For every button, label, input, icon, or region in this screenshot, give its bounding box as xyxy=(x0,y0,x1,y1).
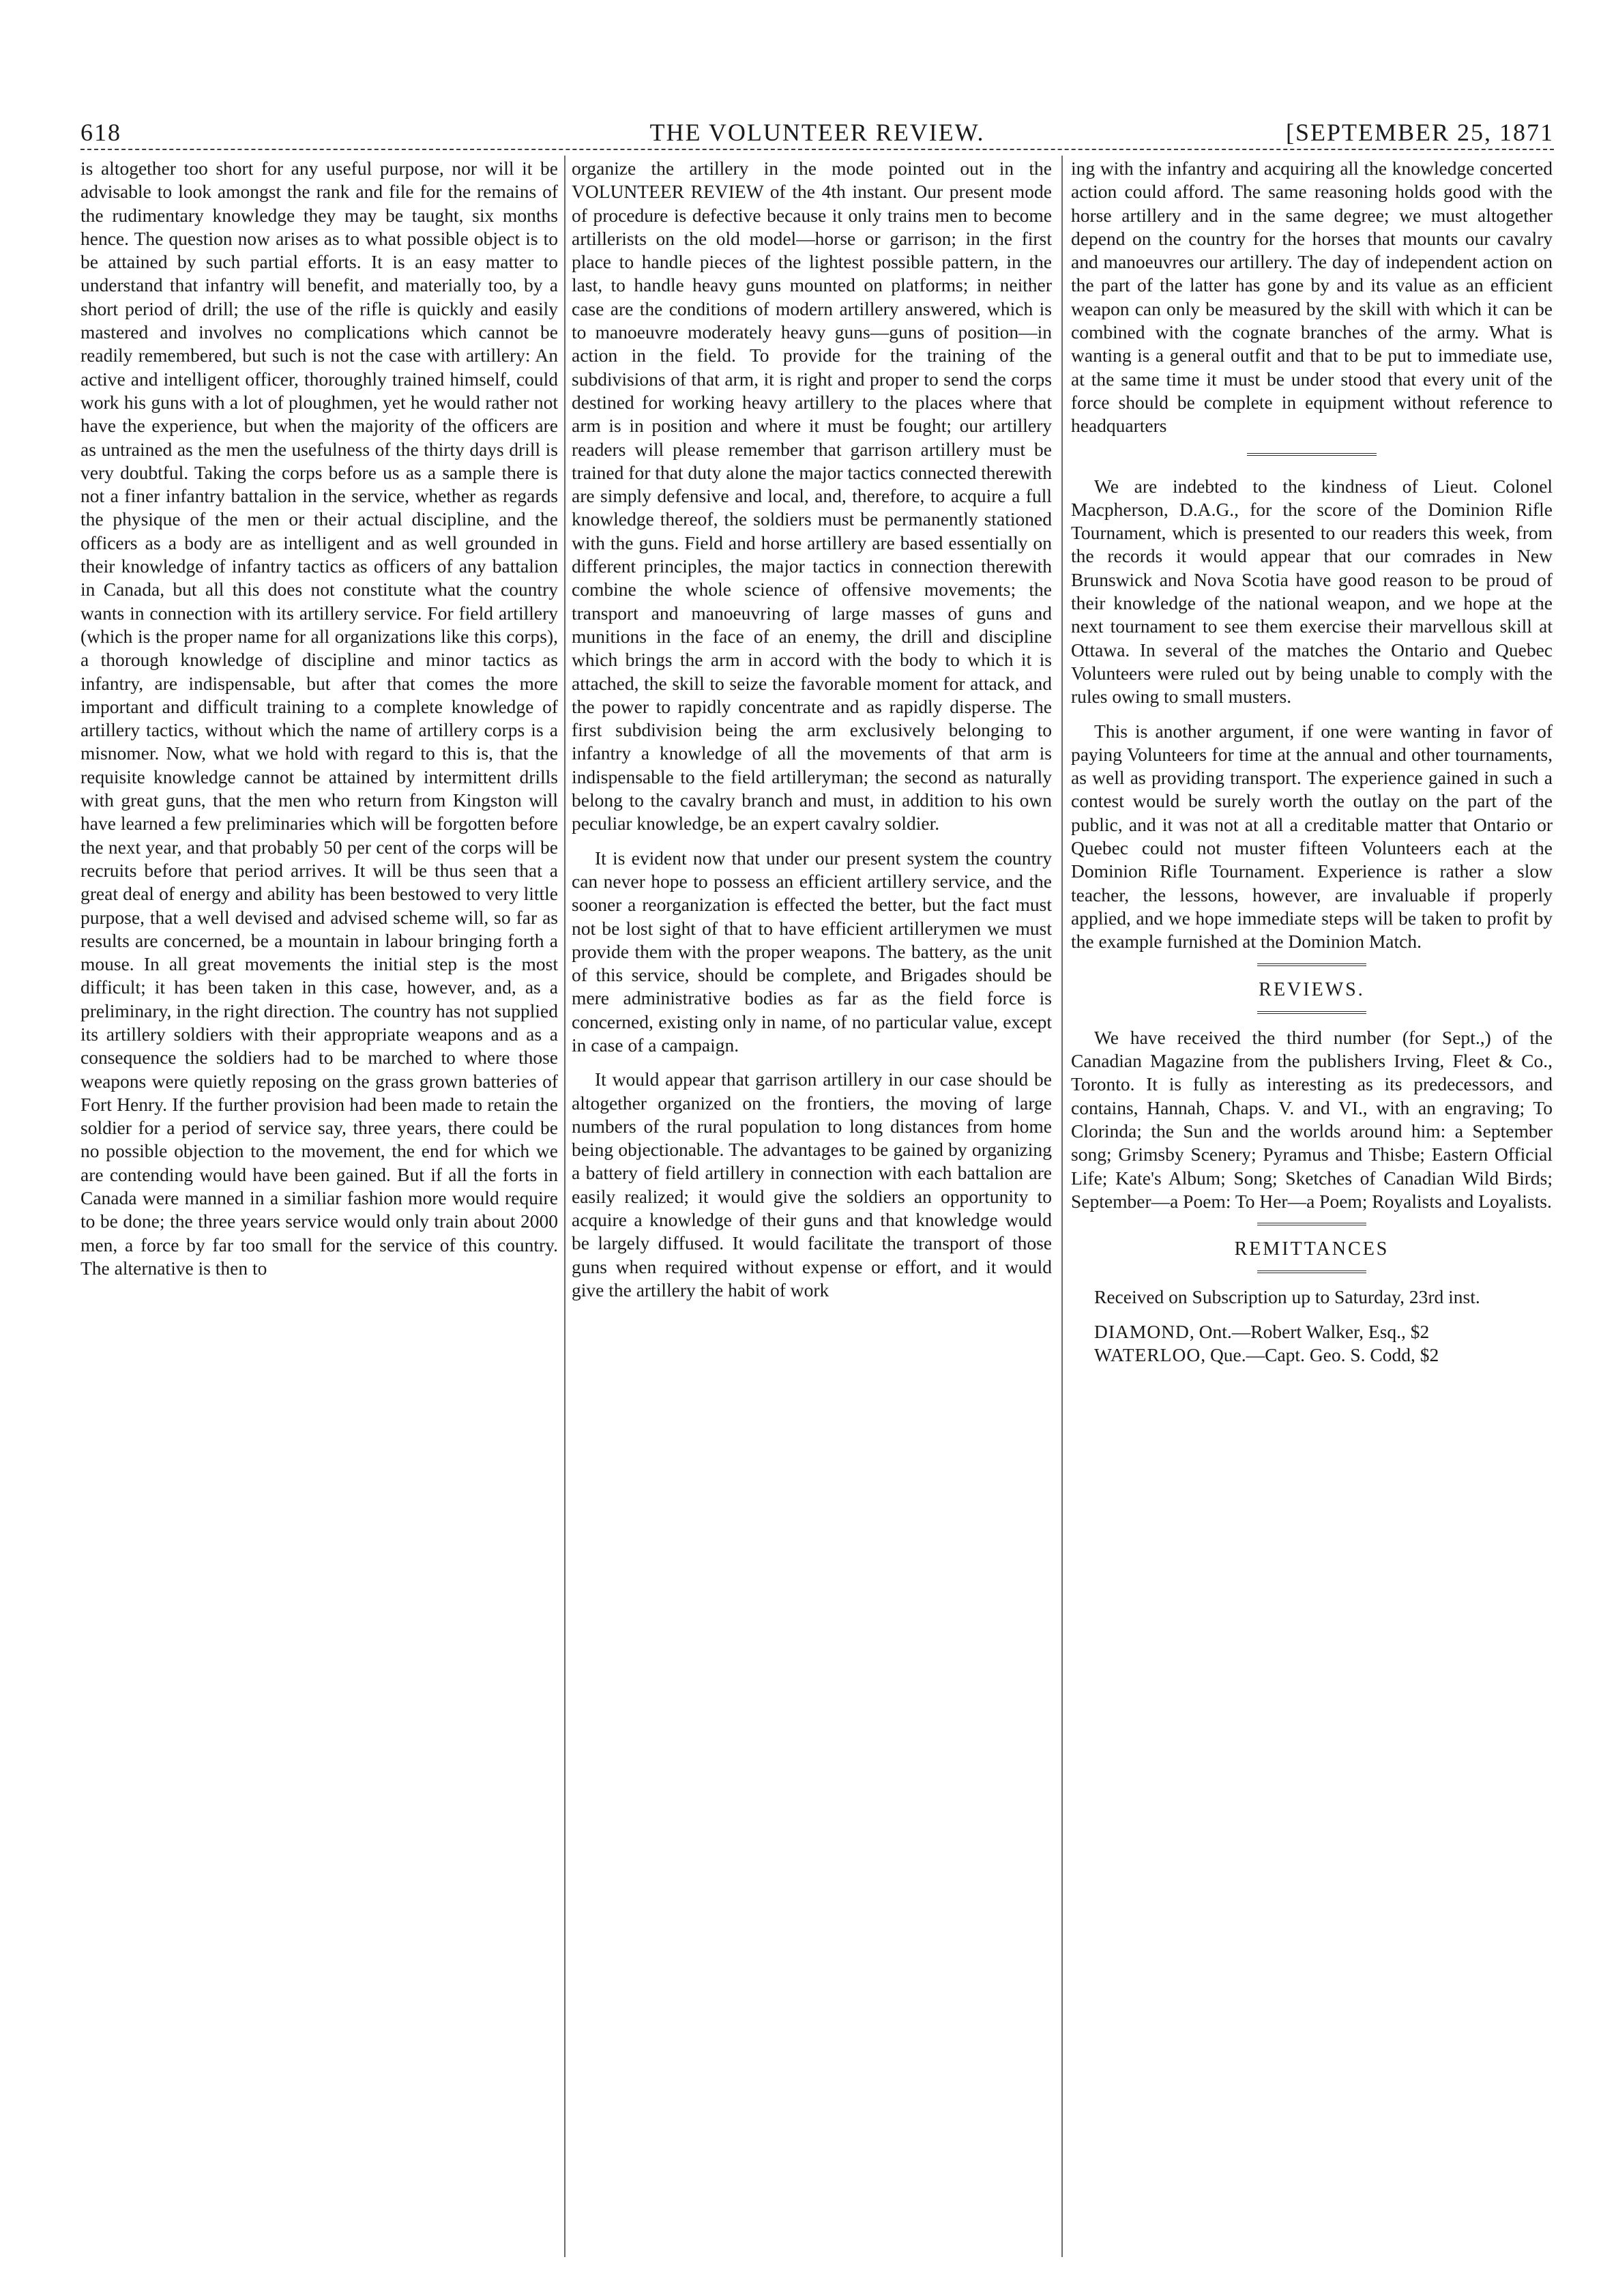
column-3 xyxy=(1071,157,1553,2252)
page-number: 618 xyxy=(80,119,121,146)
section-separator xyxy=(1257,1011,1366,1014)
issue-date: [SEPTEMBER 25, 1871 xyxy=(1285,119,1554,146)
header-rule xyxy=(80,149,1554,150)
section-separator xyxy=(1257,1270,1366,1273)
remittance-place: WATERLOO xyxy=(1094,1344,1201,1366)
reviews-heading: REVIEWS. xyxy=(1259,978,1365,1000)
reviews-paragraph: We have received the third number (for Sept.,) of the Canadian Magazine from the publishers Irving, Fleet & Co., Toronto. It is fully as interesting as its predecessors, and contains, Hannah, Chaps. V. and VI., with an engraving; To Clorinda; the Sun and the worlds around him: a September song; Grimsby Scenery; Pyramus and Thisbe; Eastern Official Life; Kate's Album; Song; Sketches of Canadian Wild Birds; September—a Poem: To Her—a Poem; Royalists and Loyalists. xyxy=(1071,1026,1553,1212)
article-paragraph: ing with the infantry and acquiring all the knowledge concerted action could afford. The same reasoning holds good with the horse artillery and in the same degree; we must altogether depend on the country for the horses that mounts our cavalry and manoeuvres our artillery. The day of independent action on the part of the latter has gone by and its value as an efficient weapon can only be measured by the skill with which it can be combined with the cognate branches of the army. What is wanting is a general outfit and that to be put to immediate use, at the same time it must be under stood that every unit of the force should be complete in equipment without reference to headquarters xyxy=(1071,158,1553,437)
article-paragraph: It is evident now that under our present system the country can never hope to possess an efficient artillery service, and the sooner a reorganization is effected the better, but the fact must not be lost sight of that to have efficient artillerymen we must provide them with the proper weapons. The battery, as the unit of this service, should be complete, and Brigades should be mere administrative bodies as far as the field force is concerned, existing only in name, of no particular value, except in case of a campaign. xyxy=(572,847,1052,1056)
column-divider xyxy=(564,156,566,2257)
article-paragraph: It would appear that garrison artillery in our case should be altogether organized on the frontiers, the moving of large numbers of the rural population to long distances from home being objectionable. The advantages to be gained by organizing a battery of field artillery in connection with each battalion are easily realized; it would give the soldiers an opportunity to acquire a knowledge of their guns and that knowledge would be largely diffused. It would facilitate the transport of those guns when required without expense or effort, and it would give the artillery the habit of work xyxy=(572,1069,1052,1300)
article-paragraph: organize the artillery in the mode pointed out in the VOLUNTEER REVIEW of the 4th instant. Our present mode of procedure is defective because it only trains men to become artillerists on the old model—horse or garrison; in the first place to handle pieces of the lightest possible pattern, in the last, to handle heavy guns mounted on platforms; in neither case are the conditions of modern artillery answered, which is to manoeuvre moderately heavy guns—guns of position—in action in the field. To provide for the training of the subdivisions of that arm, it is right and proper to send the corps destined for working heavy artillery to the places where that arm is in position and where it must be fought; our artillery readers will please remember that garrison artillery must be trained for that duty alone the major tactics connected therewith are simply defensive and local, and, therefore, to acquire a full knowledge thereof, the soldiers must be permanently stationed with the guns. Field and horse artillery are based essentially on different principles, the major tactics in connection therewith combine the whole science of offensive movements; the transport and manoeuvring of large masses of guns and munitions in the face of an enemy, the drill and discipline which brings the arm in accord with the body to which it is attached, the skill to seize the favorable moment for attack, and the power to rapidly concentrate and as rapidly disperse. The first subdivision being the arm exclusively belonging to infantry a knowledge of all the movements of that arm is indispensable to the field artilleryman; the second as naturally belong to the cavalry branch and must, in addition to his own peculiar knowledge, be an expert cavalry soldier. xyxy=(572,158,1052,834)
editorial-paragraph: We are indebted to the kindness of Lieut. Colonel Macpherson, D.A.G., for the score of the Dominion Rifle Tournament, which is presented to our readers this week, from the records it would appear that our comrades in New Brunswick and Nova Scotia have good reason to be proud of their knowledge of the national weapon, and we hope at the next tournament to see them exercise their marvellous skill at Ottawa. In several of the matches the Ontario and Quebec Volunteers were ruled out by being unable to comply with the rules owing to small musters. xyxy=(1071,475,1553,708)
column-1 xyxy=(80,157,558,2252)
column-divider xyxy=(1061,156,1063,2257)
remittance-details: , Ont.—Robert Walker, Esq., $2 xyxy=(1189,1320,1430,1342)
remittance-entry xyxy=(1071,1320,1553,1343)
remittances-heading: REMITTANCES xyxy=(1234,1238,1390,1260)
section-separator xyxy=(1247,453,1377,456)
remittance-entry xyxy=(1071,1343,1553,1367)
page-header xyxy=(80,113,1554,154)
remittance-place: DIAMOND xyxy=(1094,1320,1190,1342)
article-paragraph: is altogether too short for any useful purpose, nor will it be advisable to look amongst the rank and file for the remains of the rudimentary knowledge they may be taught, six months hence. The question now arises as to what possible object is to be attained by such partial efforts. It is an easy matter to understand that infantry will benefit, and materially too, by a short period of drill; the use of the rifle is quickly and easily mastered and involves no complications which cannot be readily remembered, but such is not the case with artillery: An active and intelligent officer, thoroughly trained himself, could work his guns with a lot of ploughmen, yet he would rather not have the experience, but when the majority of the officers are as untrained as the men the usefulness of the thirty days drill is very doubtful. Taking the corps before us as a sample there is not a finer infantry battalion in the service, whether as regards the physique of the men or their actual discipline, and the officers as a body are as intelligent and as well grounded in their knowledge of infantry tactics as officers of any battalion in Canada, but all this does not constitute what the country wants in connection with its artillery service. For field artillery (which is the proper name for all organizations like this corps), a thorough knowledge of discipline and minor tactics as infantry, are indispensable, but after that comes the more important and difficult training to a complete knowledge of artillery tactics, without which the name of artillery corps is a misnomer. Now, what we hold with regard to this is, that the requisite knowledge cannot be attained by intermittent drills with great guns, that the men who return from Kingston will have learned a few preliminaries which will be forgotten before the next year, and that probably 50 per cent of the corps will be recruits before that period arrives. It will be thus seen that a great deal of energy and ability has been bestowed to very little purpose, that a well devised and advised scheme will, so far as results are concerned, be a mountain in labour bringing forth a mouse. In all great movements the initial step is the most difficult; it has been taken in this case, however, and, as a preliminary, in the right direction. The country has not supplied its artillery soldiers with their appropriate weapons and as a consequence the soldiers had to be marched to where those weapons were quietly reposing on the grass grown batteries of Fort Henry. If the further provision had been made to retain the soldier for a period of service say, three years, there could be no possible objection to the movement, the end for which we are contending would have been gained. But if all the forts in Canada were manned in a similiar fashion more would require to be done; the three years service would only train about 2000 men, a force by far too small for the service of this country. The alternative is then to xyxy=(80,158,558,1279)
remittances-intro: Received on Subscription up to Saturday, 23rd inst. xyxy=(1094,1286,1480,1308)
remittance-details: , Que.—Capt. Geo. S. Codd, $2 xyxy=(1201,1344,1439,1366)
section-separator xyxy=(1257,1223,1366,1225)
editorial-paragraph: This is another argument, if one were wanting in favor of paying Volunteers for time at the annual and other tournaments, as well as providing transport. The experience gained in such a contest would be surely worth the outlay on the part of the public, and it was not at all a creditable matter that Ontario or Quebec could not muster fifteen Volunteers each at the Dominion Rifle Tournament. Experience is rather a slow teacher, the lessons, however, are invaluable if properly applied, and we hope immediate steps will be taken to profit by the example furnished at the Dominion Match. xyxy=(1071,720,1553,953)
section-separator xyxy=(1257,963,1366,966)
publication-title: THE VOLUNTEER REVIEW. xyxy=(649,119,985,146)
column-2 xyxy=(572,157,1052,2252)
